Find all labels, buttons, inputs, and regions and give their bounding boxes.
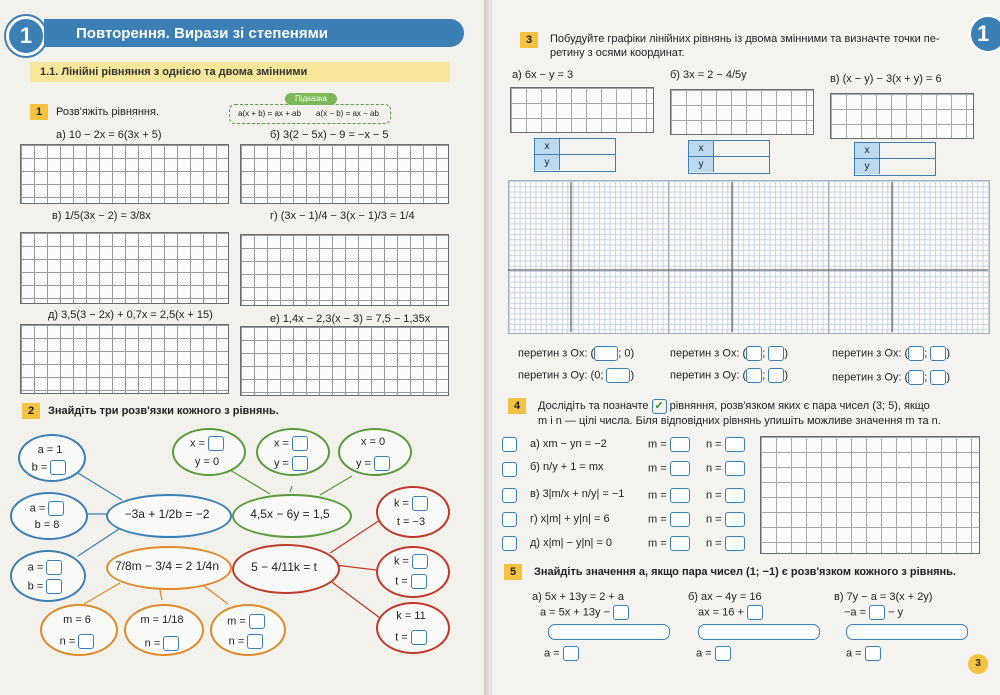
ox-a-box[interactable] xyxy=(594,346,618,361)
task4-item-g: г) x|m| + y|n| = 6 xyxy=(530,513,610,525)
m3-answer-box[interactable] xyxy=(249,614,265,629)
a3-answer-box[interactable] xyxy=(46,560,62,575)
right-page xyxy=(492,0,1000,695)
ox-v-box2[interactable] xyxy=(930,346,946,361)
task5-b-result-label: a = xyxy=(696,647,712,660)
task5-a-step xyxy=(540,605,629,620)
oy-b-box1[interactable] xyxy=(746,368,762,383)
ox-row-v: перетин з Ox: ( ; ) xyxy=(832,347,951,360)
unit-number-tab: 1 xyxy=(968,14,1000,54)
n-v-box[interactable] xyxy=(725,488,745,503)
task4-check-g[interactable] xyxy=(502,512,517,527)
m3-row xyxy=(222,614,270,629)
x2-row xyxy=(268,436,314,451)
m-row-b xyxy=(648,461,690,476)
t3-answer-box[interactable] xyxy=(411,630,427,645)
t2-answer-box[interactable] xyxy=(411,574,427,589)
k1: k = xyxy=(393,497,409,510)
task4-item-b: б) n/y + 1 = mx xyxy=(530,461,604,473)
y1: y = 0 xyxy=(194,456,220,468)
task5-b-eq: б) ax − 4y = 16 xyxy=(688,591,762,603)
y3-row xyxy=(350,456,396,471)
m3: m = xyxy=(227,615,246,628)
task5-prompt: Знайдіть значення a, якщо пара чисел (1; −1) є розв'язком кожного з рівнянь. xyxy=(534,566,956,578)
task5-v-step-tail: − y xyxy=(888,606,904,619)
k2: k = xyxy=(393,555,409,568)
oy-a-box[interactable] xyxy=(606,368,630,383)
task5-number: 5 xyxy=(504,564,522,580)
task4-item-a: а) xm − yn = −2 xyxy=(530,438,607,450)
n3-row xyxy=(222,634,270,649)
oval-kt-1 xyxy=(376,486,450,538)
a3-row xyxy=(22,560,68,575)
task5-a-eq: а) 5x + 13y = 2 + a xyxy=(532,591,625,603)
a3: a = xyxy=(27,561,44,574)
n3-answer-box[interactable] xyxy=(247,634,263,649)
task5-a-result-label: a = xyxy=(544,647,560,660)
y3: y = xyxy=(355,457,371,470)
ox-label-v: перетин з Ox: xyxy=(832,347,902,360)
y2-answer-box[interactable] xyxy=(292,456,308,471)
oy-v-box1[interactable] xyxy=(908,370,924,385)
t3-row xyxy=(388,630,434,645)
b1-answer-box[interactable] xyxy=(50,460,66,475)
task5-b-step-box[interactable] xyxy=(747,605,763,620)
k3: k = 11 xyxy=(396,610,426,622)
task4-number: 4 xyxy=(508,398,526,414)
oy-label-b: перетин з Oy: xyxy=(670,369,740,382)
task1-number: 1 xyxy=(30,104,48,120)
b3-row xyxy=(22,579,68,594)
task4-check-b[interactable] xyxy=(502,462,517,477)
task5-v-step-box[interactable] xyxy=(869,605,885,620)
task4-check-a[interactable] xyxy=(502,437,517,452)
n-row-a xyxy=(706,437,745,452)
section-title: 1.1. Лінійні рівняння з однією та двома змінними xyxy=(40,66,308,78)
x-label-b: x xyxy=(689,141,714,156)
oy-label-v: перетин з Oy: xyxy=(832,371,902,384)
m-b-box[interactable] xyxy=(670,461,690,476)
x-label-a: x xyxy=(535,139,560,154)
task4-grid[interactable] xyxy=(760,436,980,554)
task5-b-result xyxy=(696,646,731,661)
m-row-d xyxy=(648,536,690,551)
x1-row xyxy=(184,436,230,451)
task4-item-v: в) 3|m/x + n/y| = −1 xyxy=(530,488,625,500)
x1-answer-box[interactable] xyxy=(208,436,224,451)
x2: x = xyxy=(273,437,289,450)
task4-prompt-a: Дослідіть та позначте xyxy=(538,400,649,412)
n-d-box[interactable] xyxy=(725,536,745,551)
n2: n = xyxy=(144,637,161,650)
y2-row xyxy=(268,456,314,471)
task4-check-v[interactable] xyxy=(502,488,517,503)
ox-label-a: перетин з Ox: xyxy=(518,347,588,360)
y2: y = xyxy=(273,457,289,470)
n2-row xyxy=(136,636,188,651)
n-row-d xyxy=(706,536,745,551)
left-page xyxy=(0,0,488,695)
eq4: 5 − 4/11k = t xyxy=(251,560,317,574)
task5-a-step-text: a = 5x + 13y − xyxy=(540,606,611,619)
task4-check-d[interactable] xyxy=(502,536,517,551)
task4-item-d: д) x|m| − y|n| = 0 xyxy=(530,537,613,549)
oval-ab-2 xyxy=(10,492,88,540)
task5-b-result-box[interactable] xyxy=(715,646,731,661)
hint-formula-a: a(x + b) = ax + ab xyxy=(238,109,301,118)
b3-answer-box[interactable] xyxy=(46,579,62,594)
task5-a-result-box[interactable] xyxy=(563,646,579,661)
task1-d: д) 3,5(3 − 2x) + 0,7x = 2,5(x + 15) xyxy=(48,309,213,321)
task1-b: б) 3(2 − 5x) − 9 = −x − 5 xyxy=(270,129,389,141)
m-row-a xyxy=(648,437,690,452)
y-label-b: y xyxy=(689,157,714,172)
task4-prompt-line1 xyxy=(538,399,930,414)
m-g-box[interactable] xyxy=(670,512,690,527)
k1-answer-box[interactable] xyxy=(412,496,428,511)
t2-row xyxy=(388,574,434,589)
b3: b = xyxy=(27,580,44,593)
n-label-a: n = xyxy=(706,438,722,451)
b1: b = xyxy=(31,461,48,474)
x1: x = xyxy=(189,437,205,450)
ox-row-b: перетин з Ox: ( ; ) xyxy=(670,347,789,360)
oy-v-box2[interactable] xyxy=(930,370,946,385)
n1: n = xyxy=(59,635,76,648)
a2-row xyxy=(24,501,70,516)
m-label-v: m = xyxy=(648,489,667,502)
task3-a: а) 6x − y = 3 xyxy=(512,69,574,81)
task1-prompt: Розв'яжіть рівняння. xyxy=(56,106,160,118)
oy-label-a: перетин з Oy: xyxy=(518,369,588,382)
task5-v-step-text: −a = xyxy=(844,606,867,619)
hint-formula-b: a(x − b) = ax − ab xyxy=(316,109,379,118)
task5-b-step xyxy=(698,605,763,620)
m-label-b: m = xyxy=(648,462,667,475)
m-row-g xyxy=(648,512,690,527)
n-label-d: n = xyxy=(706,537,722,550)
page-number: 3 xyxy=(968,654,988,674)
m1: m = 6 xyxy=(63,614,91,626)
eq1: −3a + 1/2b = −2 xyxy=(124,507,210,521)
task2-number: 2 xyxy=(22,403,40,419)
ox-row-a: перетин з Ox: ( ; 0) xyxy=(518,347,635,360)
k2-row xyxy=(388,554,434,569)
task4-prompt-b: рівняння, розв'язком яких є пара чисел (3; 5), якщо xyxy=(669,400,930,412)
oy-row-a: перетин з Oy: (0; ) xyxy=(518,369,635,382)
m-label-a: m = xyxy=(648,438,667,451)
oy-row-b: перетин з Oy: ( ; ) xyxy=(670,369,789,382)
ox-b-box2[interactable] xyxy=(768,346,784,361)
hint-label: Підказка xyxy=(285,93,337,105)
n1-row xyxy=(54,634,100,649)
n-row-v xyxy=(706,488,745,503)
task5-v-eq: в) 7y − a = 3(x + 2y) xyxy=(834,591,933,603)
y-label-v: y xyxy=(855,159,880,174)
task1-a: а) 10 − 2x = 6(3x + 5) xyxy=(56,129,162,141)
ox-b-box1[interactable] xyxy=(746,346,762,361)
m-d-box[interactable] xyxy=(670,536,690,551)
n-b-box[interactable] xyxy=(725,461,745,476)
x3: x = 0 xyxy=(360,436,386,448)
task3-b: б) 3x = 2 − 4/5y xyxy=(670,69,747,81)
a2: a = xyxy=(29,502,46,515)
task5-v-result-box[interactable] xyxy=(865,646,881,661)
task3-number: 3 xyxy=(520,32,538,48)
task5-v-result xyxy=(846,646,881,661)
x-label-v: x xyxy=(855,143,880,158)
oy-a-zero: 0 xyxy=(594,369,601,382)
n2-answer-box[interactable] xyxy=(163,636,179,651)
n1-answer-box[interactable] xyxy=(78,634,94,649)
ox-v-box1[interactable] xyxy=(908,346,924,361)
n-row-b xyxy=(706,461,745,476)
task4-prompt-line2: m і n — цілі числа. Біля відповідних рівнянь упишіть можливе значення m та n. xyxy=(538,415,941,427)
task5-a-step-box[interactable] xyxy=(613,605,629,620)
k2-answer-box[interactable] xyxy=(412,554,428,569)
m2: m = 1/18 xyxy=(140,614,184,626)
task2-prompt: Знайдіть три розв'язки кожного з рівнянь. xyxy=(48,405,279,417)
task1-e: е) 1,4x − 2,3(x − 3) = 7,5 − 1,35x xyxy=(270,313,431,325)
n-a-box[interactable] xyxy=(725,437,745,452)
task3-prompt-line1: Побудуйте графіки лінійних рівнянь із двома змінними та визначте точки пе- xyxy=(550,33,940,45)
task5-a-result xyxy=(544,646,579,661)
n-row-g xyxy=(706,512,745,527)
page-title: Повторення. Вирази зі степенями xyxy=(76,25,328,42)
m-v-box[interactable] xyxy=(670,488,690,503)
n-label-b: n = xyxy=(706,462,722,475)
n-label-g: n = xyxy=(706,513,722,526)
t2: t = xyxy=(395,575,408,588)
task5-b-answer-line[interactable] xyxy=(698,624,820,640)
a2-answer-box[interactable] xyxy=(48,501,64,516)
x2-answer-box[interactable] xyxy=(292,436,308,451)
ox-a-zero: 0 xyxy=(624,347,631,360)
n-g-box[interactable] xyxy=(725,512,745,527)
task3-v: в) (x − y) − 3(x + y) = 6 xyxy=(830,73,942,85)
task5-b-step-text: ax = 16 + xyxy=(698,606,744,619)
m-label-g: m = xyxy=(648,513,667,526)
unit-number-badge: 1 xyxy=(6,16,46,56)
ox-label-b: перетин з Ox: xyxy=(670,347,740,360)
b1-row xyxy=(26,460,72,475)
task5-a-answer-line[interactable] xyxy=(548,624,670,640)
checkmark-icon: ✓ xyxy=(652,399,667,414)
task3-prompt-line2: ретину з осями координат. xyxy=(550,47,685,59)
n3: n = xyxy=(228,635,245,648)
t3: t = xyxy=(395,631,408,644)
eq3: 7/8m − 3/4 = 2 1/4n xyxy=(114,559,220,573)
eq2: 4,5x − 6y = 1,5 xyxy=(250,507,330,521)
oy-b-box2[interactable] xyxy=(768,368,784,383)
task5-v-result-label: a = xyxy=(846,647,862,660)
m-row-v xyxy=(648,488,690,503)
task1-g: г) (3x − 1)/4 − 3(x − 1)/3 = 1/4 xyxy=(270,210,415,222)
y-label-a: y xyxy=(535,155,560,170)
y3-answer-box[interactable] xyxy=(374,456,390,471)
task5-v-step xyxy=(844,605,903,620)
t1: t = −3 xyxy=(396,516,426,528)
task1-v: в) 1/5(3x − 2) = 3/8x xyxy=(52,210,151,222)
task5-v-answer-line[interactable] xyxy=(846,624,968,640)
b2: b = 8 xyxy=(34,519,60,531)
a1: a = 1 xyxy=(37,444,63,456)
m-label-d: m = xyxy=(648,537,667,550)
oval-ab-3 xyxy=(10,550,86,602)
n-label-v: n = xyxy=(706,489,722,502)
m-a-box[interactable] xyxy=(670,437,690,452)
k1-row xyxy=(388,496,434,511)
oy-row-v: перетин з Oy: ( ; ) xyxy=(832,371,951,384)
